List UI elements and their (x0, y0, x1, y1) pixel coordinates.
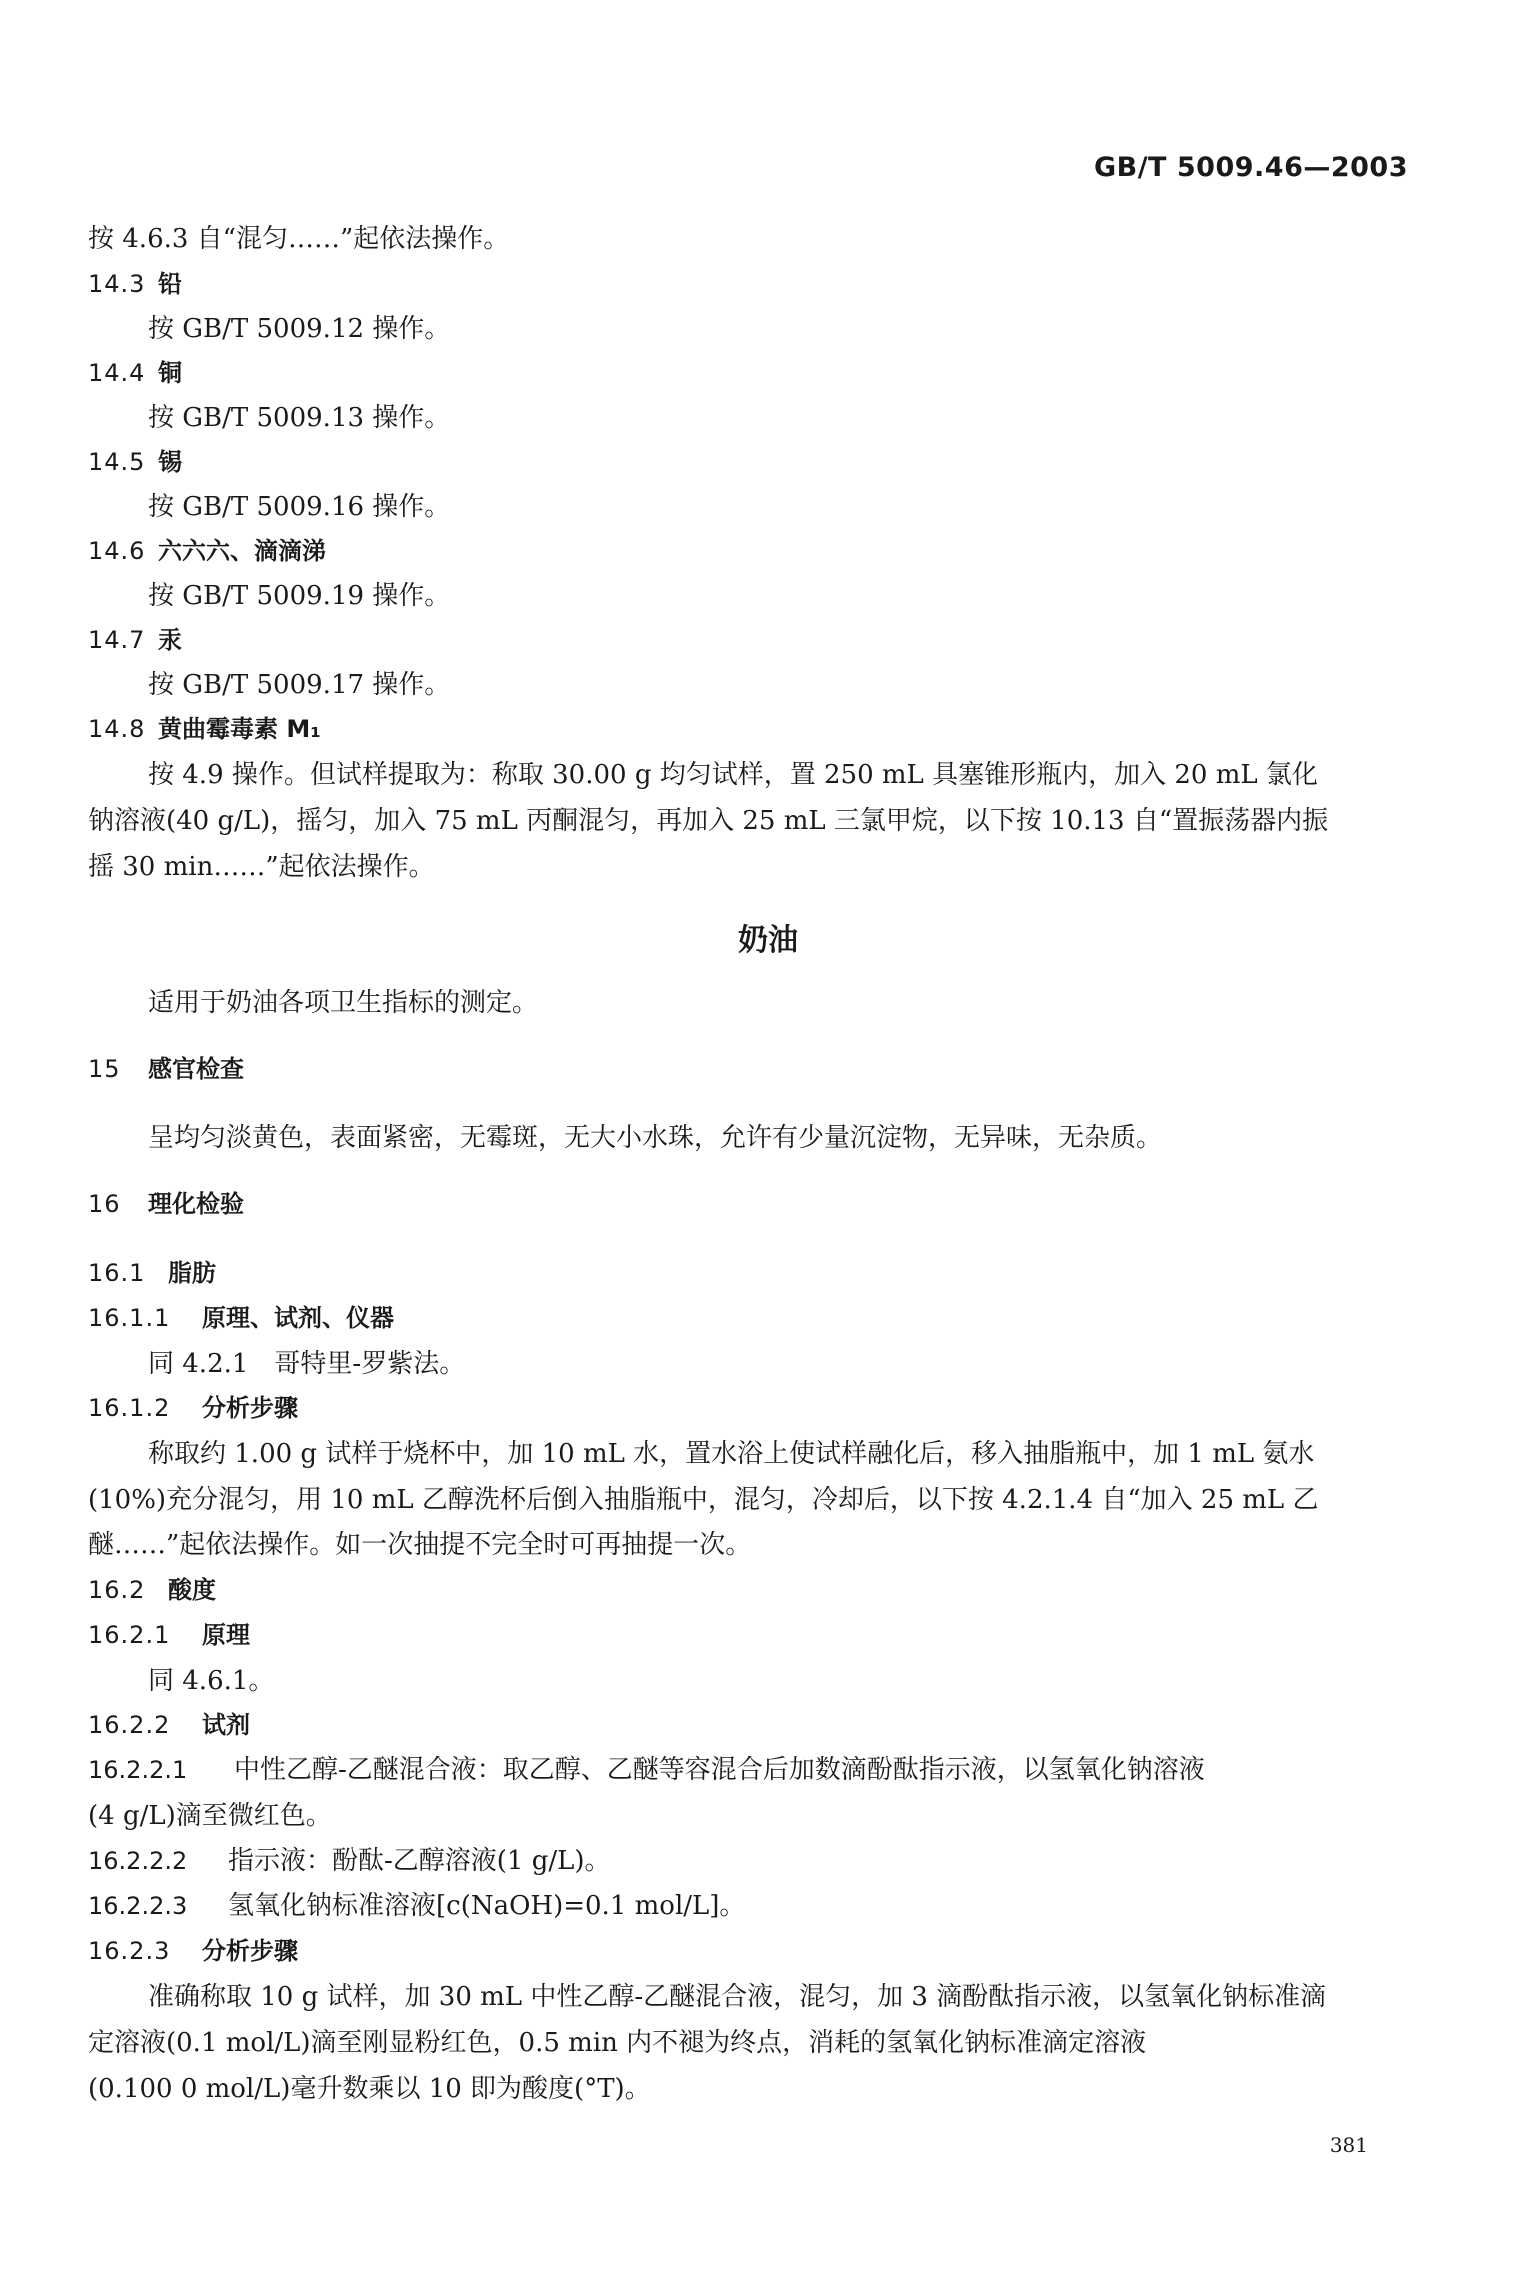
section-body-14-3: 按 GB/T 5009.12 操作。 (148, 314, 451, 344)
section-body-16-1-2-line1: 称取约 1.00 g 试样于烧杯中，加 10 mL 水，置水浴上使试样融化后，移入抽脂瓶中，加 1 mL 氨水 (148, 1439, 1315, 1469)
section-title: 六六六、滴滴涕 (158, 537, 326, 565)
section-body-15: 呈均匀淡黄色，表面紧密，无霉斑，无大小水珠，允许有少量沉淀物，无异味，无杂质。 (148, 1123, 1163, 1153)
section-heading-14-3 (88, 266, 1408, 302)
section-title: 铜 (158, 359, 182, 387)
section-title: 感官检查 (148, 1055, 244, 1083)
item-number: 16.2.2.3 (88, 1892, 188, 1920)
section-body-14-8-line3: 摇 30 min……”起依法操作。 (88, 852, 435, 882)
item-text: 氢氧化钠标准溶液[c(NaOH)=0.1 mol/L]。 (228, 1891, 746, 1921)
section-item-16-2-2-3 (88, 1888, 1408, 1924)
section-body-16-2-1: 同 4.6.1。 (148, 1666, 275, 1696)
section-number: 14.8 (88, 715, 146, 743)
section-title: 黄曲霉毒素 M₁ (158, 715, 321, 743)
section-heading-16 (88, 1186, 1408, 1222)
section-heading-15 (88, 1051, 1408, 1087)
section-body-14-4: 按 GB/T 5009.13 操作。 (148, 403, 451, 433)
item-number: 16.2.2.1 (88, 1756, 188, 1784)
item-text: 指示液：酚酞-乙醇溶液(1 g/L)。 (228, 1846, 611, 1876)
section-number: 16 (88, 1190, 121, 1218)
section-heading-14-7 (88, 622, 1408, 658)
section-number: 14.5 (88, 448, 146, 476)
section-title: 脂肪 (168, 1259, 216, 1287)
section-number: 16.1.2 (88, 1394, 171, 1422)
section-title: 原理 (202, 1621, 250, 1649)
section-number: 16.1.1 (88, 1304, 171, 1332)
paragraph-continuation: 按 4.6.3 自“混匀……”起依法操作。 (88, 224, 510, 254)
section-body-14-7: 按 GB/T 5009.17 操作。 (148, 670, 451, 700)
section-title: 锡 (158, 448, 182, 476)
section-heading-14-6 (88, 533, 1408, 569)
section-body-16-2-3-line3: (0.100 0 mol/L)毫升数乘以 10 即为酸度(°T)。 (88, 2074, 651, 2104)
page-number: 381 (1329, 2133, 1368, 2157)
section-item-16-2-2-1-line1 (88, 1752, 1408, 1788)
section-number: 15 (88, 1055, 121, 1083)
section-item-16-2-2-1-line2: (4 g/L)滴至微红色。 (88, 1801, 332, 1831)
section-item-16-2-2-2 (88, 1843, 1408, 1879)
section-number: 16.2.2 (88, 1711, 171, 1739)
section-title: 酸度 (168, 1576, 216, 1604)
standard-code: GB/T 5009.46—2003 (1093, 152, 1408, 183)
section-number: 16.2.3 (88, 1937, 171, 1965)
item-number: 16.2.2.2 (88, 1847, 188, 1875)
section-heading-16-2-1 (88, 1617, 1408, 1653)
section-heading-16-1-1 (88, 1300, 1408, 1336)
product-title: 奶油 (738, 923, 798, 958)
section-number: 14.3 (88, 270, 146, 298)
section-body-16-1-2-line2: (10%)充分混匀，用 10 mL 乙醇洗杯后倒入抽脂瓶中，混匀，冷却后，以下按 4.2.1.4 自“加入 25 mL 乙 (88, 1485, 1319, 1515)
section-body-14-6: 按 GB/T 5009.19 操作。 (148, 581, 451, 611)
section-heading-14-8 (88, 711, 1408, 747)
section-number: 14.4 (88, 359, 146, 387)
section-body-14-8-line2: 钠溶液(40 g/L)，摇匀，加入 75 mL 丙酮混匀，再加入 25 mL 三氯甲烷，以下按 10.13 自“置振荡器内振 (88, 806, 1329, 836)
section-heading-16-2-3 (88, 1933, 1408, 1969)
section-number: 16.2.1 (88, 1621, 171, 1649)
section-number: 16.2 (88, 1576, 146, 1604)
section-body-16-2-3-line2: 定溶液(0.1 mol/L)滴至刚显粉红色，0.5 min 内不褪为终点，消耗的氢氧化钠标准滴定溶液 (88, 2028, 1147, 2058)
section-heading-14-5 (88, 444, 1408, 480)
section-number: 14.7 (88, 626, 146, 654)
section-heading-16-2 (88, 1572, 1408, 1608)
section-title: 汞 (158, 626, 182, 654)
section-body-14-8-line1: 按 4.9 操作。但试样提取为：称取 30.00 g 均匀试样，置 250 mL 具塞锥形瓶内，加入 20 mL 氯化 (148, 760, 1318, 790)
section-body-16-2-3-line1: 准确称取 10 g 试样，加 30 mL 中性乙醇-乙醚混合液，混匀，加 3 滴酚酞指示液，以氢氧化钠标准滴 (148, 1982, 1327, 2012)
section-heading-16-1-2 (88, 1390, 1408, 1426)
section-title: 理化检验 (148, 1190, 244, 1218)
product-scope: 适用于奶油各项卫生指标的测定。 (148, 988, 539, 1018)
section-title: 试剂 (202, 1711, 250, 1739)
item-text: 中性乙醇-乙醚混合液：取乙醇、乙醚等容混合后加数滴酚酞指示液，以氢氧化钠溶液 (234, 1755, 1205, 1785)
section-title: 分析步骤 (202, 1937, 298, 1965)
section-body-16-1-1: 同 4.2.1 哥特里-罗紫法。 (148, 1349, 466, 1379)
section-number: 16.1 (88, 1259, 146, 1287)
section-heading-16-1 (88, 1255, 1408, 1291)
section-title: 分析步骤 (202, 1394, 298, 1422)
section-heading-14-4 (88, 355, 1408, 391)
section-title: 原理、试剂、仪器 (202, 1304, 394, 1332)
section-number: 14.6 (88, 537, 146, 565)
section-body-16-1-2-line3: 醚……”起依法操作。如一次抽提不完全时可再抽提一次。 (88, 1530, 752, 1560)
section-body-14-5: 按 GB/T 5009.16 操作。 (148, 492, 451, 522)
section-heading-16-2-2 (88, 1707, 1408, 1743)
section-title: 铅 (158, 270, 182, 298)
